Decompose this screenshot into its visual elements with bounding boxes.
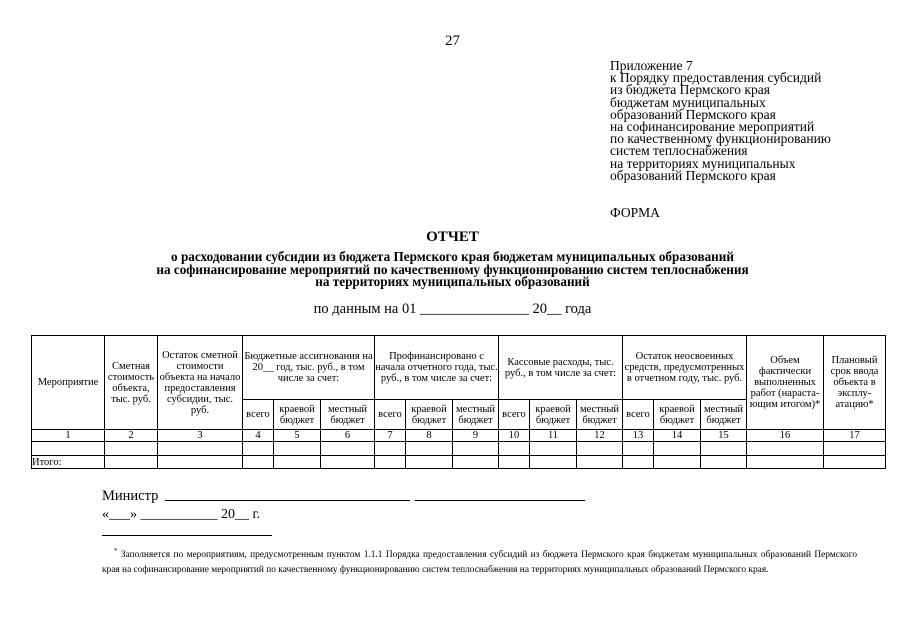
- header-remaining-cost: Остаток сметной стоимости объекта на начало предоставления субсидии, тыс. руб.: [158, 336, 243, 430]
- report-subtitle: [60, 251, 845, 289]
- column-number: 3: [158, 430, 243, 442]
- column-number: 4: [243, 430, 274, 442]
- footnote: [102, 544, 857, 577]
- appendix-line: образований Пермского края: [610, 106, 776, 122]
- header-budget-allocations: Бюджетные ассигнования на 20__ год, тыс. руб., в том числе за счет:: [243, 336, 375, 400]
- column-number: 10: [499, 430, 530, 442]
- header-unspent-balance: Остаток неосвоенных средств, предусмотренных в отчетном году, тыс. руб.: [623, 336, 747, 400]
- subheader-total: всего: [623, 400, 654, 430]
- appendix-line: по качественному функционированию: [610, 131, 831, 147]
- minister-label: Министр: [102, 488, 159, 504]
- subtitle-line: на территориях муниципальных образований: [315, 274, 590, 289]
- subheader-total: всего: [375, 400, 406, 430]
- column-number: 9: [453, 430, 499, 442]
- report-title: ОТЧЕТ: [426, 229, 479, 245]
- appendix-line: систем теплоснабжения: [610, 143, 748, 159]
- appendix-line: на территориях муниципальных: [610, 155, 796, 171]
- total-label: Итого:: [32, 456, 105, 469]
- page-number: 27: [445, 33, 460, 49]
- header-financed: Профинансировано с начала отчетного года, тыс. руб., в том числе за счет:: [375, 336, 499, 400]
- subheader-regional: краевой бюджет: [654, 400, 701, 430]
- minister-signature-line: [165, 500, 410, 501]
- appendix-line: к Порядку предоставления субсидий: [610, 70, 822, 86]
- subheader-local: местный бюджет: [577, 400, 623, 430]
- subheader-local: местный бюджет: [701, 400, 747, 430]
- subheader-local: местный бюджет: [453, 400, 499, 430]
- appendix-line: на софинансирование мероприятий: [610, 119, 815, 135]
- footnote-text: Заполняется по мероприятиям, предусмотренным пунктом 1.1.1 Порядка предоставления субсидий из бюджета Пермского края бюджетам муниципальных образований Пермского края на софинансирование мероприятий по качественному функционированию систем теплоснабжения на территориях муниципальных образований Пермского края.: [102, 550, 858, 575]
- column-number: 5: [274, 430, 321, 442]
- column-number: 8: [406, 430, 453, 442]
- column-number: 11: [530, 430, 577, 442]
- report-as-of-date: по данным на 01 _______________ 20__ года: [313, 301, 592, 317]
- column-number: 1: [32, 430, 105, 442]
- appendix-line: из бюджета Пермского края: [610, 82, 770, 98]
- subtitle-line: о расходовании субсидии из бюджета Пермского края бюджетам муниципальных образований: [171, 249, 734, 264]
- header-works-volume: Объем фактически выполненных работ (нараста-ющим итогом)*: [747, 336, 824, 430]
- header-estimated-cost: Сметная стоимость объекта, тыс. руб.: [105, 336, 158, 430]
- appendix-line: образований Пермского края: [610, 167, 776, 183]
- column-number: 16: [747, 430, 824, 442]
- appendix-block: [610, 60, 831, 182]
- header-cash-expenses: Кассовые расходы, тыс. руб., в том числе за счет:: [499, 336, 623, 400]
- column-number: 17: [824, 430, 886, 442]
- column-number: 12: [577, 430, 623, 442]
- column-number-row: [32, 430, 886, 442]
- minister-name-line: [415, 500, 585, 501]
- empty-data-row: [32, 442, 886, 456]
- appendix-line: Приложение 7: [610, 58, 693, 73]
- appendix-line: бюджетам муниципальных: [610, 94, 766, 110]
- signature-date-line: «___» ___________ 20__ г.: [102, 507, 261, 522]
- subheader-regional: краевой бюджет: [530, 400, 577, 430]
- column-number: 13: [623, 430, 654, 442]
- subheader-regional: краевой бюджет: [406, 400, 453, 430]
- form-label: ФОРМА: [610, 205, 660, 220]
- header-event: Мероприятие: [32, 336, 105, 430]
- header-commissioning-date: Плановый срок ввода объекта в эксплу-атацию*: [824, 336, 886, 430]
- report-table: [31, 335, 886, 469]
- column-number: 6: [321, 430, 375, 442]
- total-row: [32, 456, 886, 469]
- footnote-divider: [102, 535, 272, 536]
- subheader-total: всего: [243, 400, 274, 430]
- subheader-total: всего: [499, 400, 530, 430]
- column-number: 7: [375, 430, 406, 442]
- column-number: 14: [654, 430, 701, 442]
- footnote-marker: *: [114, 547, 118, 555]
- column-number: 15: [701, 430, 747, 442]
- subheader-local: местный бюджет: [321, 400, 375, 430]
- subtitle-line: на софинансирование мероприятий по качественному функционированию систем теплоснабжения: [156, 261, 749, 277]
- column-number: 2: [105, 430, 158, 442]
- subheader-regional: краевой бюджет: [274, 400, 321, 430]
